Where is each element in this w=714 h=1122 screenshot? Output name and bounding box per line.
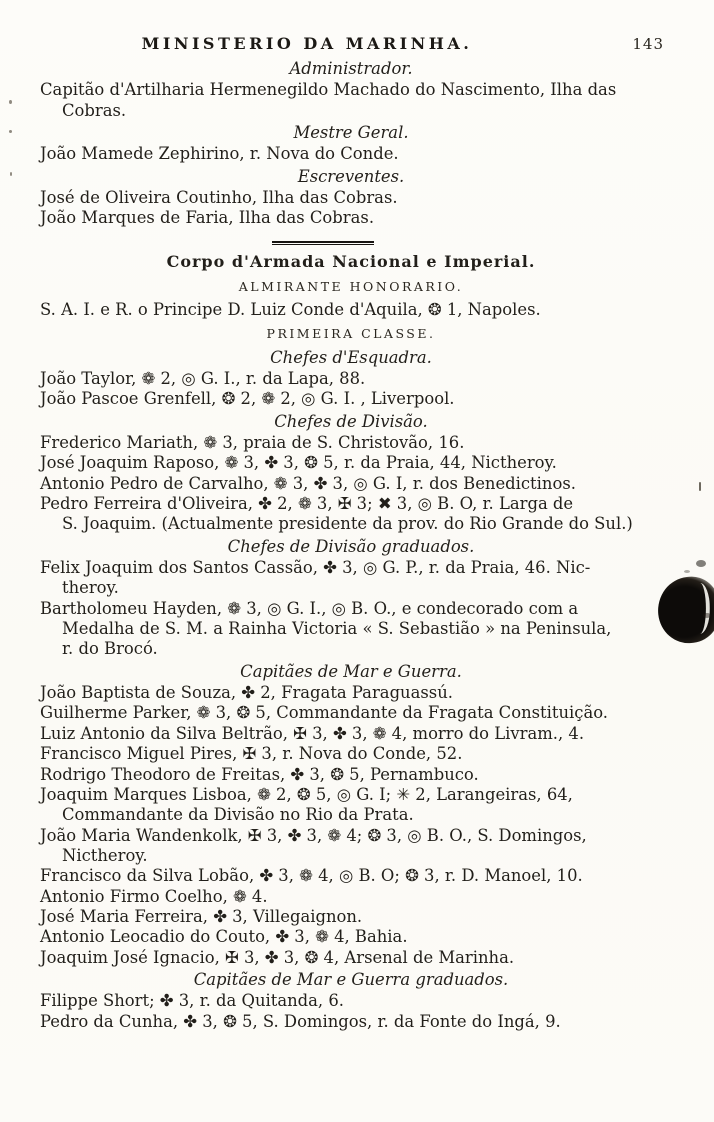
text-line: Capitão d'Artilharia Hermenegildo Machado do Nascimento, Ilha das bbox=[40, 80, 617, 100]
text-line: S. Joaquim. (Actualmente presidente da prov. do Rio Grande do Sul.) bbox=[62, 514, 633, 534]
text-line: José de Oliveira Coutinho, Ilha das Cobras. bbox=[40, 188, 398, 208]
text-line: Bartholomeu Hayden, ❁ 3, ◎ G. I., ◎ B. O., e condecorado com a bbox=[40, 598, 579, 618]
text-line: José Joaquim Raposo, ❁ 3, ✤ 3, ❂ 5, r. da Praia, 44, Nictheroy. bbox=[40, 453, 557, 473]
text-line: Francisco Miguel Pires, ✠ 3, r. Nova do Conde, 52. bbox=[40, 744, 463, 764]
text-line: João Marques de Faria, Ilha das Cobras. bbox=[40, 208, 375, 228]
page-header bbox=[0, 34, 714, 56]
section-heading: Escreventes. bbox=[297, 166, 405, 186]
text-line: Pedro da Cunha, ✤ 3, ❂ 5, S. Domingos, r. da Fonte do Ingá, 9. bbox=[40, 1011, 561, 1031]
text-line: Francisco da Silva Lobão, ✤ 3, ❁ 4, ◎ B. O; ❂ 3, r. D. Manoel, 10. bbox=[40, 866, 583, 886]
scan-speck bbox=[9, 100, 12, 104]
text-line: Antonio Firmo Coelho, ❁ 4. bbox=[40, 886, 268, 906]
section-heading: Capitães de Mar e Guerra. bbox=[240, 661, 462, 681]
page-title: MINISTERIO DA MARINHA. bbox=[141, 34, 473, 53]
section-heading: Capitães de Mar e Guerra graduados. bbox=[193, 969, 509, 989]
ink-stain bbox=[655, 574, 714, 646]
separator-rule bbox=[272, 241, 374, 246]
text-line: Filippe Short; ✤ 3, r. da Quitanda, 6. bbox=[40, 991, 344, 1011]
text-line: João Baptista de Souza, ✤ 2, Fragata Paraguassú. bbox=[40, 683, 453, 703]
text-line: r. do Brocó. bbox=[62, 639, 158, 659]
page-text-column bbox=[40, 57, 662, 1032]
ink-stain-speckles bbox=[696, 560, 706, 567]
section-heading: ALMIRANTE HONORARIO. bbox=[238, 278, 464, 294]
text-line: Frederico Mariath, ❁ 3, praia de S. Christovão, 16. bbox=[40, 433, 465, 452]
text-line: José Maria Ferreira, ✤ 3, Villegaignon. bbox=[40, 906, 363, 926]
text-line: Medalha de S. M. a Rainha Victoria « S. Sebastião » na Peninsula, bbox=[62, 619, 612, 639]
scan-speck bbox=[10, 172, 12, 176]
section-heading: Chefes de Divisão graduados. bbox=[227, 536, 475, 556]
text-line: Cobras. bbox=[62, 100, 127, 120]
text-line: theroy. bbox=[62, 578, 119, 598]
text-line: Antonio Pedro de Carvalho, ❁ 3, ✤ 3, ◎ G. I, r. dos Benedictinos. bbox=[40, 473, 576, 493]
scan-speck bbox=[9, 130, 12, 133]
text-line: S. A. I. e R. o Principe D. Luiz Conde d'Aquila, ❂ 1, Napoles. bbox=[40, 299, 541, 319]
scan-speck bbox=[699, 482, 701, 491]
section-heading: Chefes de Divisão. bbox=[274, 411, 428, 431]
page-number: 143 bbox=[632, 35, 664, 53]
text-line: Antonio Leocadio do Couto, ✤ 3, ❁ 4, Bahia. bbox=[40, 927, 408, 947]
section-heading: Mestre Geral. bbox=[293, 123, 409, 143]
text-line: Joaquim José Ignacio, ✠ 3, ✤ 3, ❂ 4, Arsenal de Marinha. bbox=[40, 947, 515, 967]
text-line: Nictheroy. bbox=[62, 845, 148, 865]
text-line: Guilherme Parker, ❁ 3, ❂ 5, Commandante da Fragata Constituição. bbox=[40, 703, 609, 723]
text-line: Joaquim Marques Lisboa, ❁ 2, ❂ 5, ◎ G. I; ✳ 2, Larangeiras, 64, bbox=[40, 784, 573, 804]
text-line: Luiz Antonio da Silva Beltrão, ✠ 3, ✤ 3, ❁ 4, morro do Livram., 4. bbox=[40, 723, 585, 743]
text-line: João Pascoe Grenfell, ❂ 2, ❁ 2, ◎ G. I. , Liverpool. bbox=[40, 389, 455, 409]
text-line: João Taylor, ❁ 2, ◎ G. I., r. da Lapa, 88. bbox=[40, 368, 366, 388]
text-line: João Maria Wandenkolk, ✠ 3, ✤ 3, ❁ 4; ❂ 3, ◎ B. O., S. Domingos, bbox=[40, 825, 587, 845]
text-line: Felix Joaquim dos Santos Cassão, ✤ 3, ◎ G. P., r. da Praia, 46. Nic- bbox=[40, 558, 591, 578]
text-line: Commandante da Divisão no Rio da Prata. bbox=[62, 805, 414, 825]
section-heading: Corpo d'Armada Nacional e Imperial. bbox=[166, 252, 536, 272]
section-heading: Chefes d'Esquadra. bbox=[270, 347, 432, 367]
section-heading: PRIMEIRA CLASSE. bbox=[266, 326, 436, 342]
text-line: Pedro Ferreira d'Oliveira, ✤ 2, ❁ 3, ✠ 3; ✖ 3, ◎ B. O, r. Larga de bbox=[40, 494, 574, 514]
text-line: João Mamede Zephirino, r. Nova do Conde. bbox=[40, 144, 399, 164]
section-heading: Administrador. bbox=[289, 59, 413, 78]
text-line: Rodrigo Theodoro de Freitas, ✤ 3, ❂ 5, Pernambuco. bbox=[40, 764, 479, 784]
